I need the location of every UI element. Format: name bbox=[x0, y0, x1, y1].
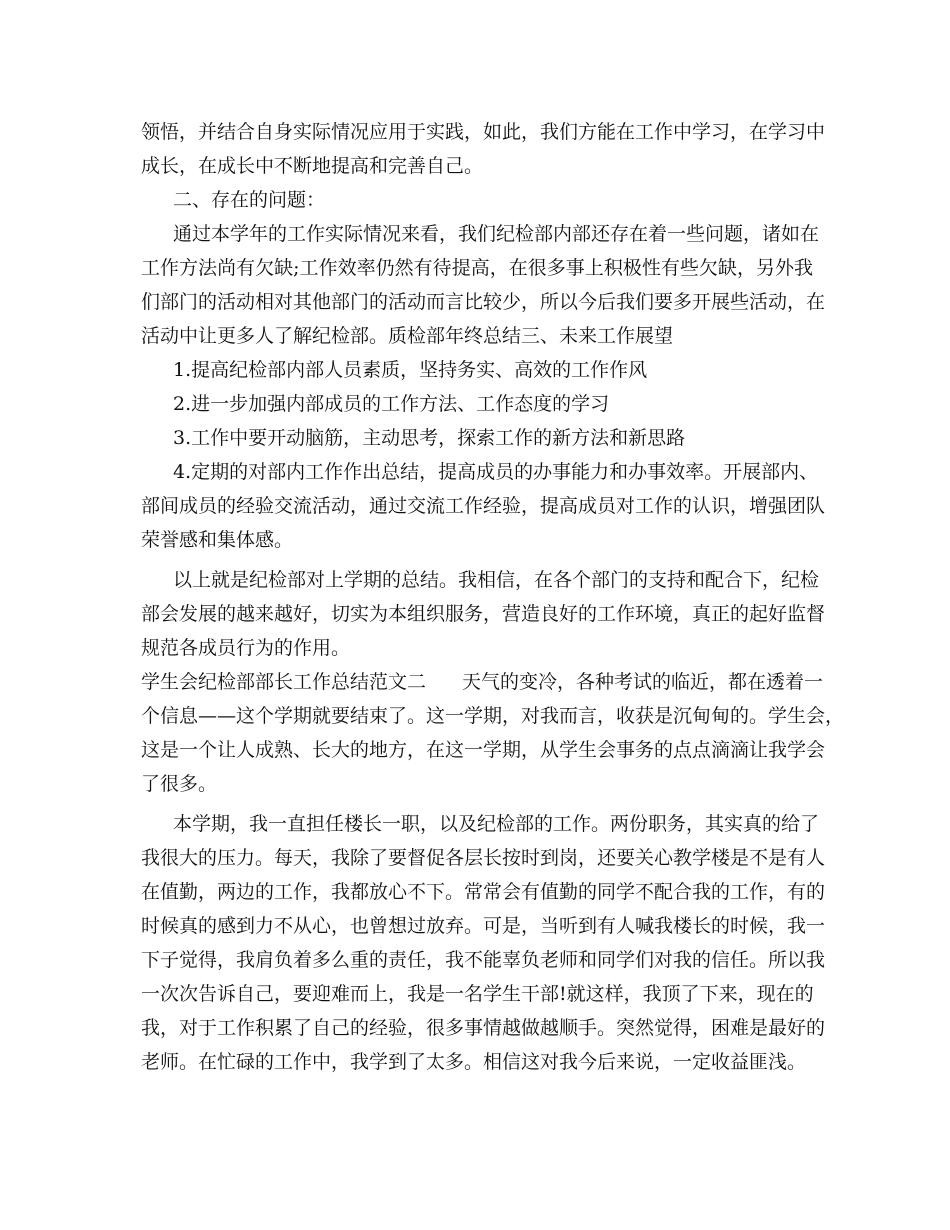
text-line: 工作方法尚有欠缺;工作效率仍然有待提高，在很多事上积极性有些欠缺，另外我 bbox=[141, 257, 813, 279]
text-line: 一次次告诉自己，要迎难而上，我是一名学生干部!就这样，我顶了下来，现在的 bbox=[141, 983, 814, 1005]
text-line: 荣誉感和集体感。 bbox=[141, 529, 294, 551]
text-line: 活动中让更多人了解纪检部。质检部年终总结三、未来工作展望 bbox=[141, 325, 674, 347]
list-item: 4.定期的对部内工作作出总结，提高成员的办事能力和办事效率。开展部内、 bbox=[173, 461, 819, 483]
text-line: 规范各成员行为的作用。 bbox=[141, 637, 351, 659]
text-line: 部会发展的越来越好，切实为本组织服务，营造良好的工作环境，真正的起好监督 bbox=[141, 603, 826, 625]
text-line: 以上就是纪检部对上学期的总结。我相信，在各个部门的支持和配合下，纪检 bbox=[173, 569, 820, 591]
list-item: 2.进一步加强内部成员的工作方法、工作态度的学习 bbox=[173, 393, 610, 415]
text-line: 了很多。 bbox=[141, 773, 218, 795]
text-line: 下子觉得，我肩负着多么重的责任，我不能辜负老师和同学们对我的信任。所以我 bbox=[141, 949, 826, 971]
text-line: 本学期，我一直担任楼长一职，以及纪检部的工作。两份职务，其实真的给了 bbox=[173, 813, 820, 835]
text-line: 成长，在成长中不断地提高和完善自己。 bbox=[141, 155, 484, 177]
text-line: 这是一个让人成熟、长大的地方，在这一学期，从学生会事务的点点滴滴让我学会 bbox=[141, 739, 826, 761]
list-item: 1.提高纪检部内部人员素质，坚持务实、高效的工作作风 bbox=[173, 359, 648, 381]
section-heading: 二、存在的问题： bbox=[173, 189, 326, 211]
text-line: 在值勤，两边的工作，我都放心不下。常常会有值勤的同学不配合我的工作，有的 bbox=[141, 881, 826, 903]
text-line: 通过本学年的工作实际情况来看，我们纪检部内部还存在着一些问题，诸如在 bbox=[173, 223, 820, 245]
text-line bbox=[141, 665, 824, 699]
text-line: 我，对于工作积累了自己的经验，很多事情越做越顺手。突然觉得，困难是最好的 bbox=[141, 1017, 826, 1039]
text-line: 时候真的感到力不从心，也曾想过放弃。可是，当听到有人喊我楼长的时候，我一 bbox=[141, 915, 826, 937]
text-fragment: 天气的变冷，各种考试的临近，都在透着一 bbox=[462, 671, 824, 693]
text-line: 老师。在忙碌的工作中，我学到了太多。相信这对我今后来说，一定收益匪浅。 bbox=[141, 1051, 807, 1073]
article-title: 学生会纪检部部长工作总结范文二 bbox=[141, 671, 427, 693]
text-line: 个信息——这个学期就要结束了。这一学期，对我而言，收获是沉甸甸的。学生会， bbox=[141, 705, 845, 727]
text-line: 们部门的活动相对其他部门的活动而言比较少，所以今后我们要多开展些活动，在 bbox=[141, 291, 826, 313]
list-item: 3.工作中要开动脑筋，主动思考，探索工作的新方法和新思路 bbox=[173, 427, 686, 449]
text-line: 我很大的压力。每天，我除了要督促各层长按时到岗，还要关心教学楼是不是有人 bbox=[141, 847, 826, 869]
text-line: 部间成员的经验交流活动，通过交流工作经验，提高成员对工作的认识，增强团队 bbox=[141, 495, 826, 517]
document-body bbox=[141, 115, 845, 1079]
text-line: 领悟，并结合自身实际情况应用于实践，如此，我们方能在工作中学习，在学习中 bbox=[141, 121, 826, 143]
